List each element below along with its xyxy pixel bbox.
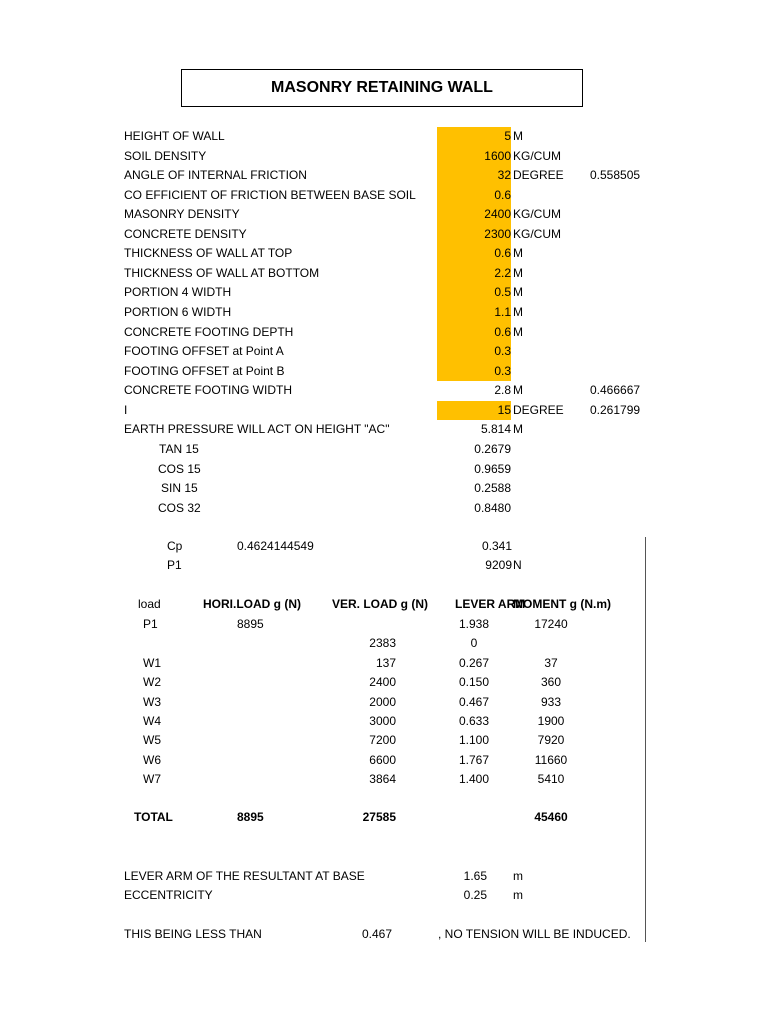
row-ver-load: 2000	[369, 694, 396, 709]
input-unit: M	[513, 324, 523, 339]
row-lever-arm: 0.633	[458, 714, 490, 728]
row-ver-load: 2400	[369, 675, 396, 690]
input-value[interactable]: 0.6	[494, 324, 511, 339]
cp-value: 0.4624144549	[237, 539, 314, 553]
row-moment: 11660	[534, 752, 568, 767]
input-unit: M	[513, 246, 523, 261]
table-header-lever: LEVER ARM	[455, 597, 526, 611]
input-label: ANGLE OF INTERNAL FRICTION	[124, 168, 307, 183]
total-hori: 8895	[237, 810, 264, 824]
row-ver-load: 137	[375, 655, 396, 670]
input-unit: DEGREE	[513, 168, 564, 183]
row-lever-arm: 0	[470, 636, 478, 651]
input-unit: M	[513, 383, 523, 398]
input-label: CO EFFICIENT OF FRICTION BETWEEN BASE SOIL	[124, 187, 416, 202]
column-divider	[645, 537, 646, 942]
trig-label: COS 15	[158, 461, 201, 476]
input-value[interactable]: 0.3	[494, 363, 511, 378]
row-load-name: W6	[143, 752, 161, 767]
row-ver-load: 6600	[369, 752, 396, 767]
input-label: HEIGHT OF WALL	[124, 129, 225, 143]
input-value[interactable]: 2400	[484, 207, 511, 222]
row-hori-load: 8895	[237, 617, 264, 631]
input-value[interactable]: 32	[497, 168, 511, 183]
input-label: CONCRETE DENSITY	[124, 226, 247, 241]
trig-value: 0.2588	[474, 481, 511, 496]
input-label: PORTION 6 WIDTH	[124, 304, 232, 319]
row-lever-arm: 1.767	[458, 752, 490, 767]
lever-arm-unit: m	[513, 869, 523, 883]
row-load-name: W7	[143, 772, 161, 787]
row-moment: 17240	[534, 617, 568, 631]
conclusion-text: , NO TENSION WILL BE INDUCED.	[438, 927, 631, 941]
row-lever-arm: 1.100	[458, 733, 490, 748]
title-box	[181, 69, 583, 107]
input-unit: M	[513, 285, 523, 300]
row-ver-load: 3864	[369, 772, 396, 787]
input-unit: M	[513, 129, 523, 143]
row-lever-arm: 0.267	[458, 655, 490, 670]
trig-value: 0.9659	[474, 461, 511, 476]
table-header-load: load	[138, 597, 161, 611]
row-load-name: W2	[143, 675, 161, 690]
row-moment: 37	[544, 655, 558, 670]
input-value[interactable]: 0.3	[494, 344, 511, 359]
input-value[interactable]: 0.5	[494, 285, 511, 300]
input-label: I	[124, 402, 128, 417]
conclusion-value: 0.467	[362, 927, 393, 941]
input-label: FOOTING OFFSET at Point B	[124, 363, 285, 378]
table-header-hori: HORI.LOAD g (N)	[203, 597, 301, 611]
trig-label: TAN 15	[159, 442, 199, 456]
input-label: CONCRETE FOOTING DEPTH	[124, 324, 294, 339]
row-ver-load: 2383	[369, 636, 396, 651]
input-unit: KG/CUM	[513, 207, 561, 222]
input-label: THICKNESS OF WALL AT BOTTOM	[124, 265, 320, 280]
total-label: TOTAL	[134, 810, 173, 824]
cp-coefficient: 0.341	[481, 539, 512, 553]
p1-label: P1	[167, 558, 182, 572]
input-unit: M	[513, 422, 523, 437]
input-label: EARTH PRESSURE WILL ACT ON HEIGHT "AC"	[124, 422, 390, 437]
eccentricity-value: 0.25	[463, 888, 487, 902]
row-ver-load	[336, 615, 396, 634]
row-load-name: W3	[143, 694, 161, 709]
input-value[interactable]: 5	[504, 129, 511, 143]
input-value[interactable]: 0.6	[494, 246, 511, 261]
input-unit: M	[513, 304, 523, 319]
trig-label: COS 32	[158, 500, 201, 515]
row-moment: 5410	[537, 772, 565, 787]
eccentricity-unit: m	[513, 888, 523, 902]
row-moment	[516, 634, 586, 653]
row-load-name: W5	[143, 733, 161, 748]
input-value[interactable]: 1600	[484, 148, 511, 163]
input-extra-value: 0.466667	[590, 383, 641, 398]
input-value[interactable]: 1.1	[494, 304, 511, 319]
input-value: 5.814	[480, 422, 511, 437]
row-moment: 1900	[537, 714, 565, 728]
input-label: FOOTING OFFSET at Point A	[124, 344, 284, 359]
row-load-name: W1	[143, 655, 161, 670]
conclusion-label: THIS BEING LESS THAN	[124, 927, 262, 941]
input-extra-value: 0.261799	[590, 402, 641, 417]
input-value[interactable]: 2.2	[494, 265, 511, 280]
row-ver-load: 3000	[369, 714, 396, 728]
row-load-name: P1	[143, 617, 158, 631]
p1-unit: N	[513, 558, 522, 572]
cp-label: Cp	[167, 539, 183, 553]
row-load-name: W4	[143, 714, 161, 728]
row-ver-load: 7200	[369, 733, 396, 748]
input-value[interactable]: 2300	[484, 226, 511, 241]
table-header-moment: MOMENT g (N.m)	[513, 597, 611, 611]
input-value[interactable]: 15	[497, 402, 511, 417]
input-label: MASONRY DENSITY	[124, 207, 240, 222]
input-label: PORTION 4 WIDTH	[124, 285, 232, 300]
input-label: THICKNESS OF WALL AT TOP	[124, 246, 293, 261]
eccentricity-label: ECCENTRICITY	[124, 888, 213, 902]
lever-arm-label: LEVER ARM OF THE RESULTANT AT BASE	[124, 869, 365, 883]
total-ver: 27585	[362, 810, 396, 824]
input-value: 2.8	[494, 383, 511, 398]
page-title: MASONRY RETAINING WALL	[271, 79, 493, 96]
input-unit: DEGREE	[513, 402, 564, 417]
row-lever-arm: 1.400	[458, 772, 490, 787]
row-moment: 7920	[537, 733, 565, 748]
total-moment: 45460	[534, 810, 568, 824]
lever-arm-value: 1.65	[463, 869, 487, 883]
table-header-ver: VER. LOAD g (N)	[332, 597, 428, 611]
trig-label: SIN 15	[161, 481, 198, 496]
input-unit: M	[513, 265, 523, 280]
row-lever-arm: 1.938	[458, 617, 490, 631]
row-moment: 933	[540, 694, 562, 709]
row-lever-arm: 0.150	[458, 675, 490, 690]
row-lever-arm: 0.467	[458, 694, 490, 709]
trig-value: 0.2679	[474, 442, 511, 456]
trig-value: 0.8480	[474, 500, 511, 515]
row-moment: 360	[540, 675, 562, 690]
input-unit: KG/CUM	[513, 226, 561, 241]
input-value[interactable]: 0.6	[494, 187, 511, 202]
input-unit: KG/CUM	[513, 148, 561, 163]
input-extra-value: 0.558505	[590, 168, 641, 183]
input-label: CONCRETE FOOTING WIDTH	[124, 383, 292, 398]
input-label: SOIL DENSITY	[124, 148, 207, 163]
p1-value: 9209	[485, 558, 512, 572]
